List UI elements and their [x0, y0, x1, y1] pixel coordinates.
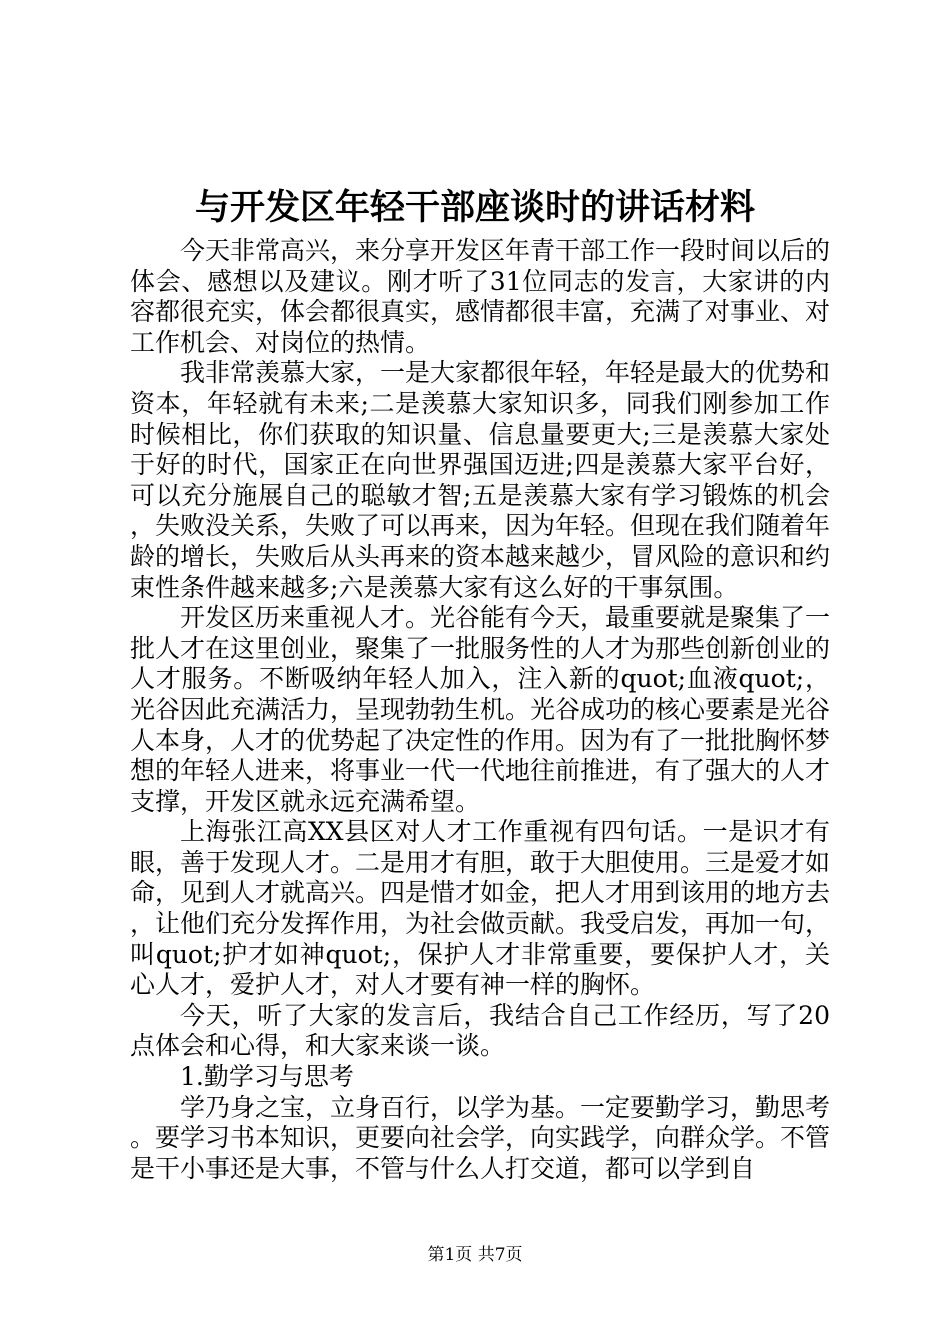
document-title: 与开发区年轻干部座谈时的讲话材料 — [194, 187, 755, 228]
paragraph-shanghai: 上海张江高XX县区对人才工作重视有四句话。一是识才有眼，善于发现人才。二是用才有胆，敢于大胆使用。三是爱才如命，见到人才就高兴。四是惜才如金，把人才用到该用的地方去，让他们充分发挥作用，为社会做贡献。我受启发，再加一句，叫quot;护才如神quot;，保护人才非常重要，要保护人才，关心人才，爱护人才，对人才要有神一样的胸怀。 — [130, 817, 831, 1000]
page-footer: 第1页 共7页 — [427, 1245, 523, 1265]
paragraph-summary: 今天，听了大家的发言后，我结合自己工作经历，写了20点体会和心得，和大家来谈一谈。 — [130, 1000, 830, 1061]
document-body — [130, 236, 830, 1184]
section-heading: 1.勤学习与思考 — [180, 1062, 354, 1092]
paragraph-talent: 开发区历来重视人才。光谷能有今天，最重要就是聚集了一批人才在这里创业，聚集了一批服务性的人才为那些创新创业的人才服务。不断吸纳年轻人加入，注入新的quot;血液quot;，光谷因此充满活力，呈现勃勃生机。光谷成功的核心要素是光谷人本身，人才的优势起了决定性的作用。因为有了一批批胸怀梦想的年轻人进来，将事业一代一代地往前推进，有了强大的人才支撑，开发区就永远充满希望。 — [130, 603, 831, 816]
paragraph-study: 学乃身之宝，立身百行，以学为基。一定要勤学习，勤思考。要学习书本知识，更要向社会学，向实践学，向群众学。不管是干小事还是大事，不管与什么人打交道，都可以学到自 — [130, 1092, 831, 1183]
paragraph-envy: 我非常羡慕大家，一是大家都很年轻，年轻是最大的优势和资本，年轻就有未来;二是羡慕大家知识多，同我们刚参加工作时候相比，你们获取的知识量、信息量要更大;三是羡慕大家处于好的时代，国家正在向世界强国迈进;四是羡慕大家平台好，可以充分施展自己的聪敏才智;五是羡慕大家有学习锻炼的机会，失败没关系，失败了可以再来，因为年轻。但现在我们随着年龄的增长，失败后从头再来的资本越来越少，冒风险的意识和约束性条件越来越多;六是羡慕大家有这么好的干事氛围。 — [130, 358, 831, 602]
paragraph-intro: 今天非常高兴，来分享开发区年青干部工作一段时间以后的体会、感想以及建议。刚才听了31位同志的发言，大家讲的内容都很充实，体会都很真实，感情都很丰富，充满了对事业、对工作机会、对岗位的热情。 — [130, 236, 831, 357]
